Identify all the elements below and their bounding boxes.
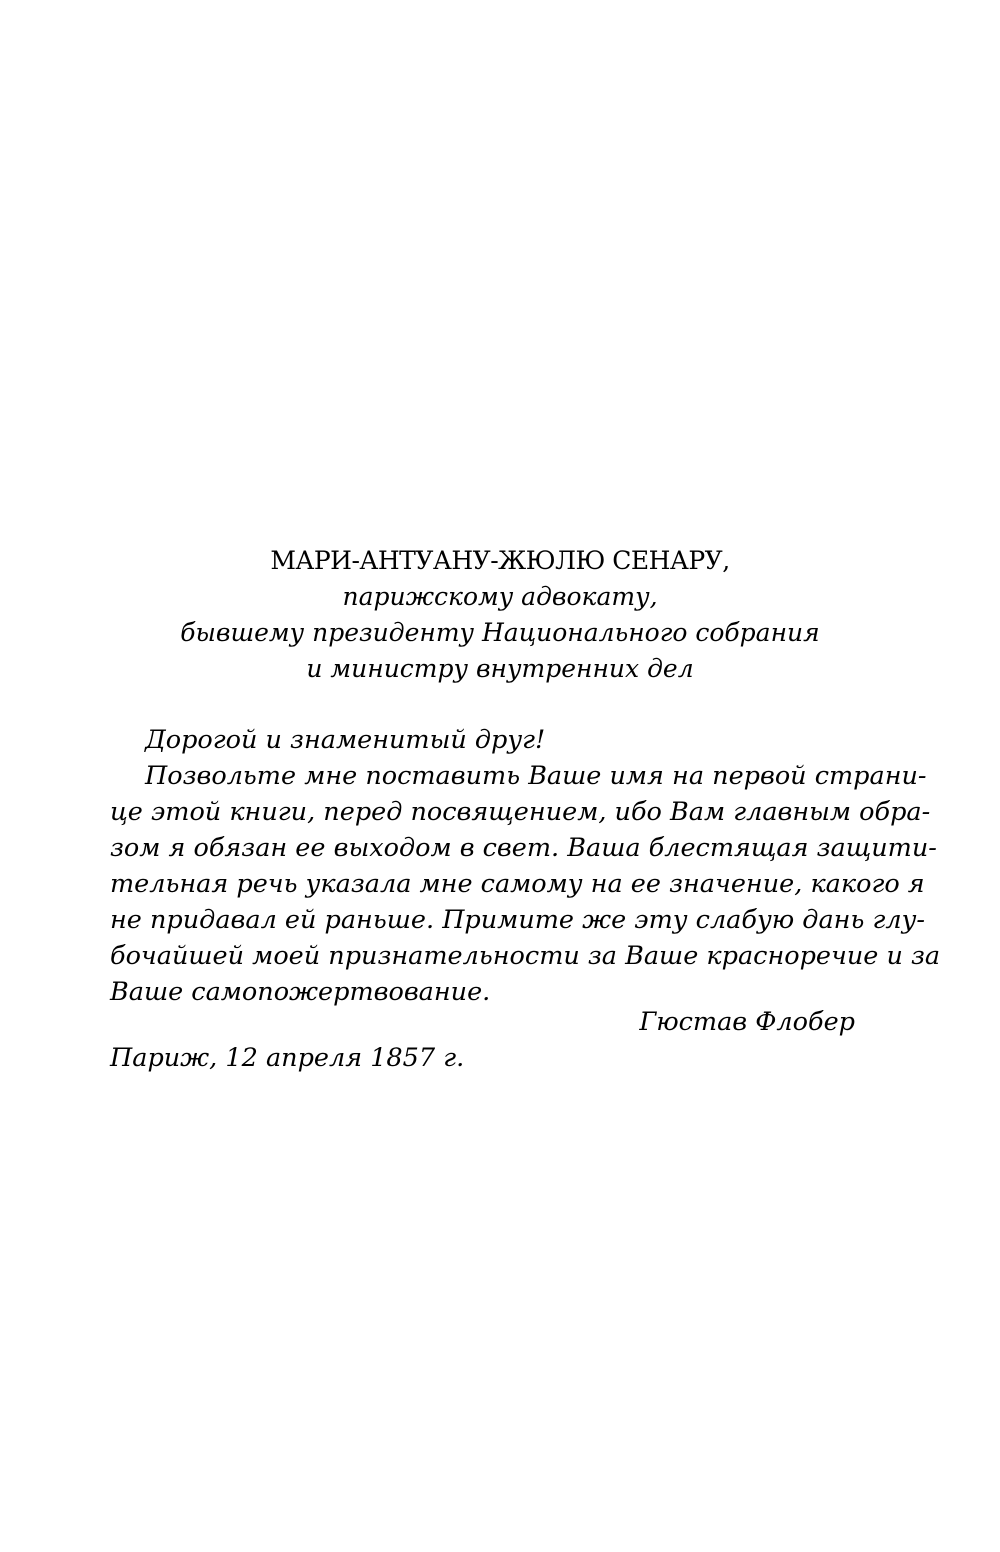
dedication-recipient-name: МАРИ-АНТУАНУ-ЖЮЛЮ СЕНАРУ, (270, 546, 730, 575)
letter-body-line: тельная речь указала мне самому на ее значение, какого я (110, 869, 925, 899)
letter-signature: Гюстав Флобер (639, 1007, 855, 1037)
dedication-line-advocate: парижскому адвокату, (342, 582, 658, 611)
dedication-line-minister: и министру внутренних дел (306, 654, 694, 683)
letter-body-line: бочайшей моей признательности за Ваше красноречие и за (110, 941, 941, 971)
letter-body-line: це этой книги, перед посвящением, ибо Вам главным обра- (110, 797, 931, 827)
letter-place-date: Париж, 12 апреля 1857 г. (110, 1043, 465, 1073)
letter-body-line: зом я обязан ее выходом в свет. Ваша блестящая защити- (110, 833, 937, 863)
letter-body-line: Позвольте мне поставить Ваше имя на первой страни- (145, 761, 927, 791)
letter-greeting: Дорогой и знаменитый друг! (145, 725, 546, 755)
dedication-line-president: бывшему президенту Национального собрания (180, 618, 820, 647)
letter-body-line: Ваше самопожертвование. (110, 977, 491, 1007)
letter-body-line: не придавал ей раньше. Примите же эту слабую дань глу- (110, 905, 925, 935)
